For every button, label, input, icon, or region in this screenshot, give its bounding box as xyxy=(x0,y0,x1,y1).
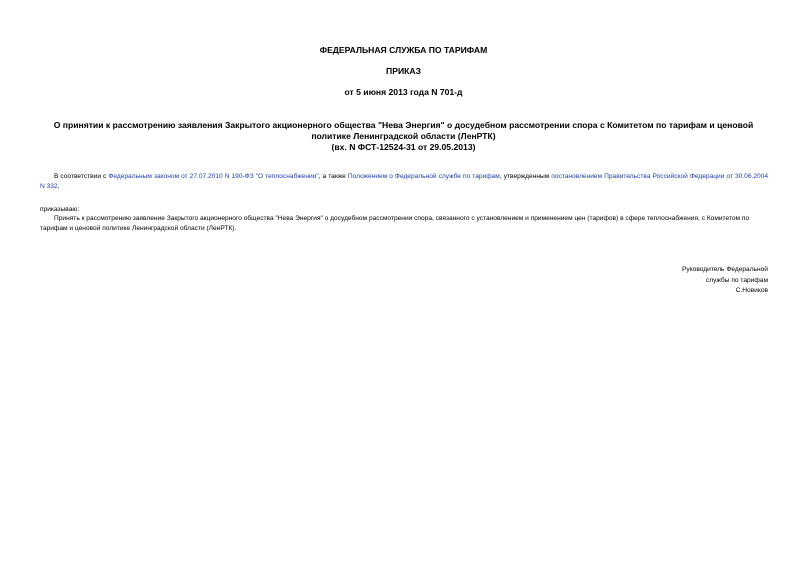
basis-text-2: , а также xyxy=(318,173,348,180)
signature-position-line-1: Руководитель Федеральной xyxy=(682,266,768,273)
law-link[interactable]: Федеральным законом от 27.07.2010 N 190-ФЗ "О теплоснабжении" xyxy=(108,173,319,180)
regulation-link[interactable]: Положением о Федеральной службе по тарифам xyxy=(347,173,500,180)
title-line-2: политике Ленинградской области (ЛенРТК) xyxy=(311,131,496,141)
signature-position-line-2: службы по тарифам xyxy=(705,276,768,284)
decision-paragraph: Принять к рассмотрению заявление Закрытого акционерного общества "Нева Энергия" о досудебном рассмотрении спора, связанного с установлением и применением цен (тарифов) в сфере теплоснабжения, с Комитетом по тарифам и ценовой политике Ленинградской области (ЛенРТК). xyxy=(40,215,750,232)
basis-paragraph xyxy=(40,172,768,192)
ordered-statement: приказываю: xyxy=(40,206,80,213)
basis-text-3: , утвержденным xyxy=(499,173,552,180)
signature-block xyxy=(682,265,768,297)
document-type: ПРИКАЗ xyxy=(386,66,421,76)
title-line-3: (вх. N ФСТ-12524-31 от 29.05.2013) xyxy=(331,142,476,152)
title-line-1: О принятии к рассмотрению заявления Закрытого акционерного общества "Нева Энергия" о досудебном рассмотрении спора с Комитетом по тарифам и ценовой xyxy=(53,120,754,130)
document-title xyxy=(30,120,777,153)
resolution-link[interactable]: постановлением Правительства Российской Федерации от 30.06.2004 N 332 xyxy=(40,173,768,190)
basis-text-1: В соответствии с xyxy=(54,173,109,180)
basis-text-4: , xyxy=(57,183,60,190)
document-date-number: от 5 июня 2013 года N 701-д xyxy=(344,87,463,97)
agency-name: ФЕДЕРАЛЬНАЯ СЛУЖБА ПО ТАРИФАМ xyxy=(319,45,488,55)
signature-name: С.Новиков xyxy=(735,287,768,294)
